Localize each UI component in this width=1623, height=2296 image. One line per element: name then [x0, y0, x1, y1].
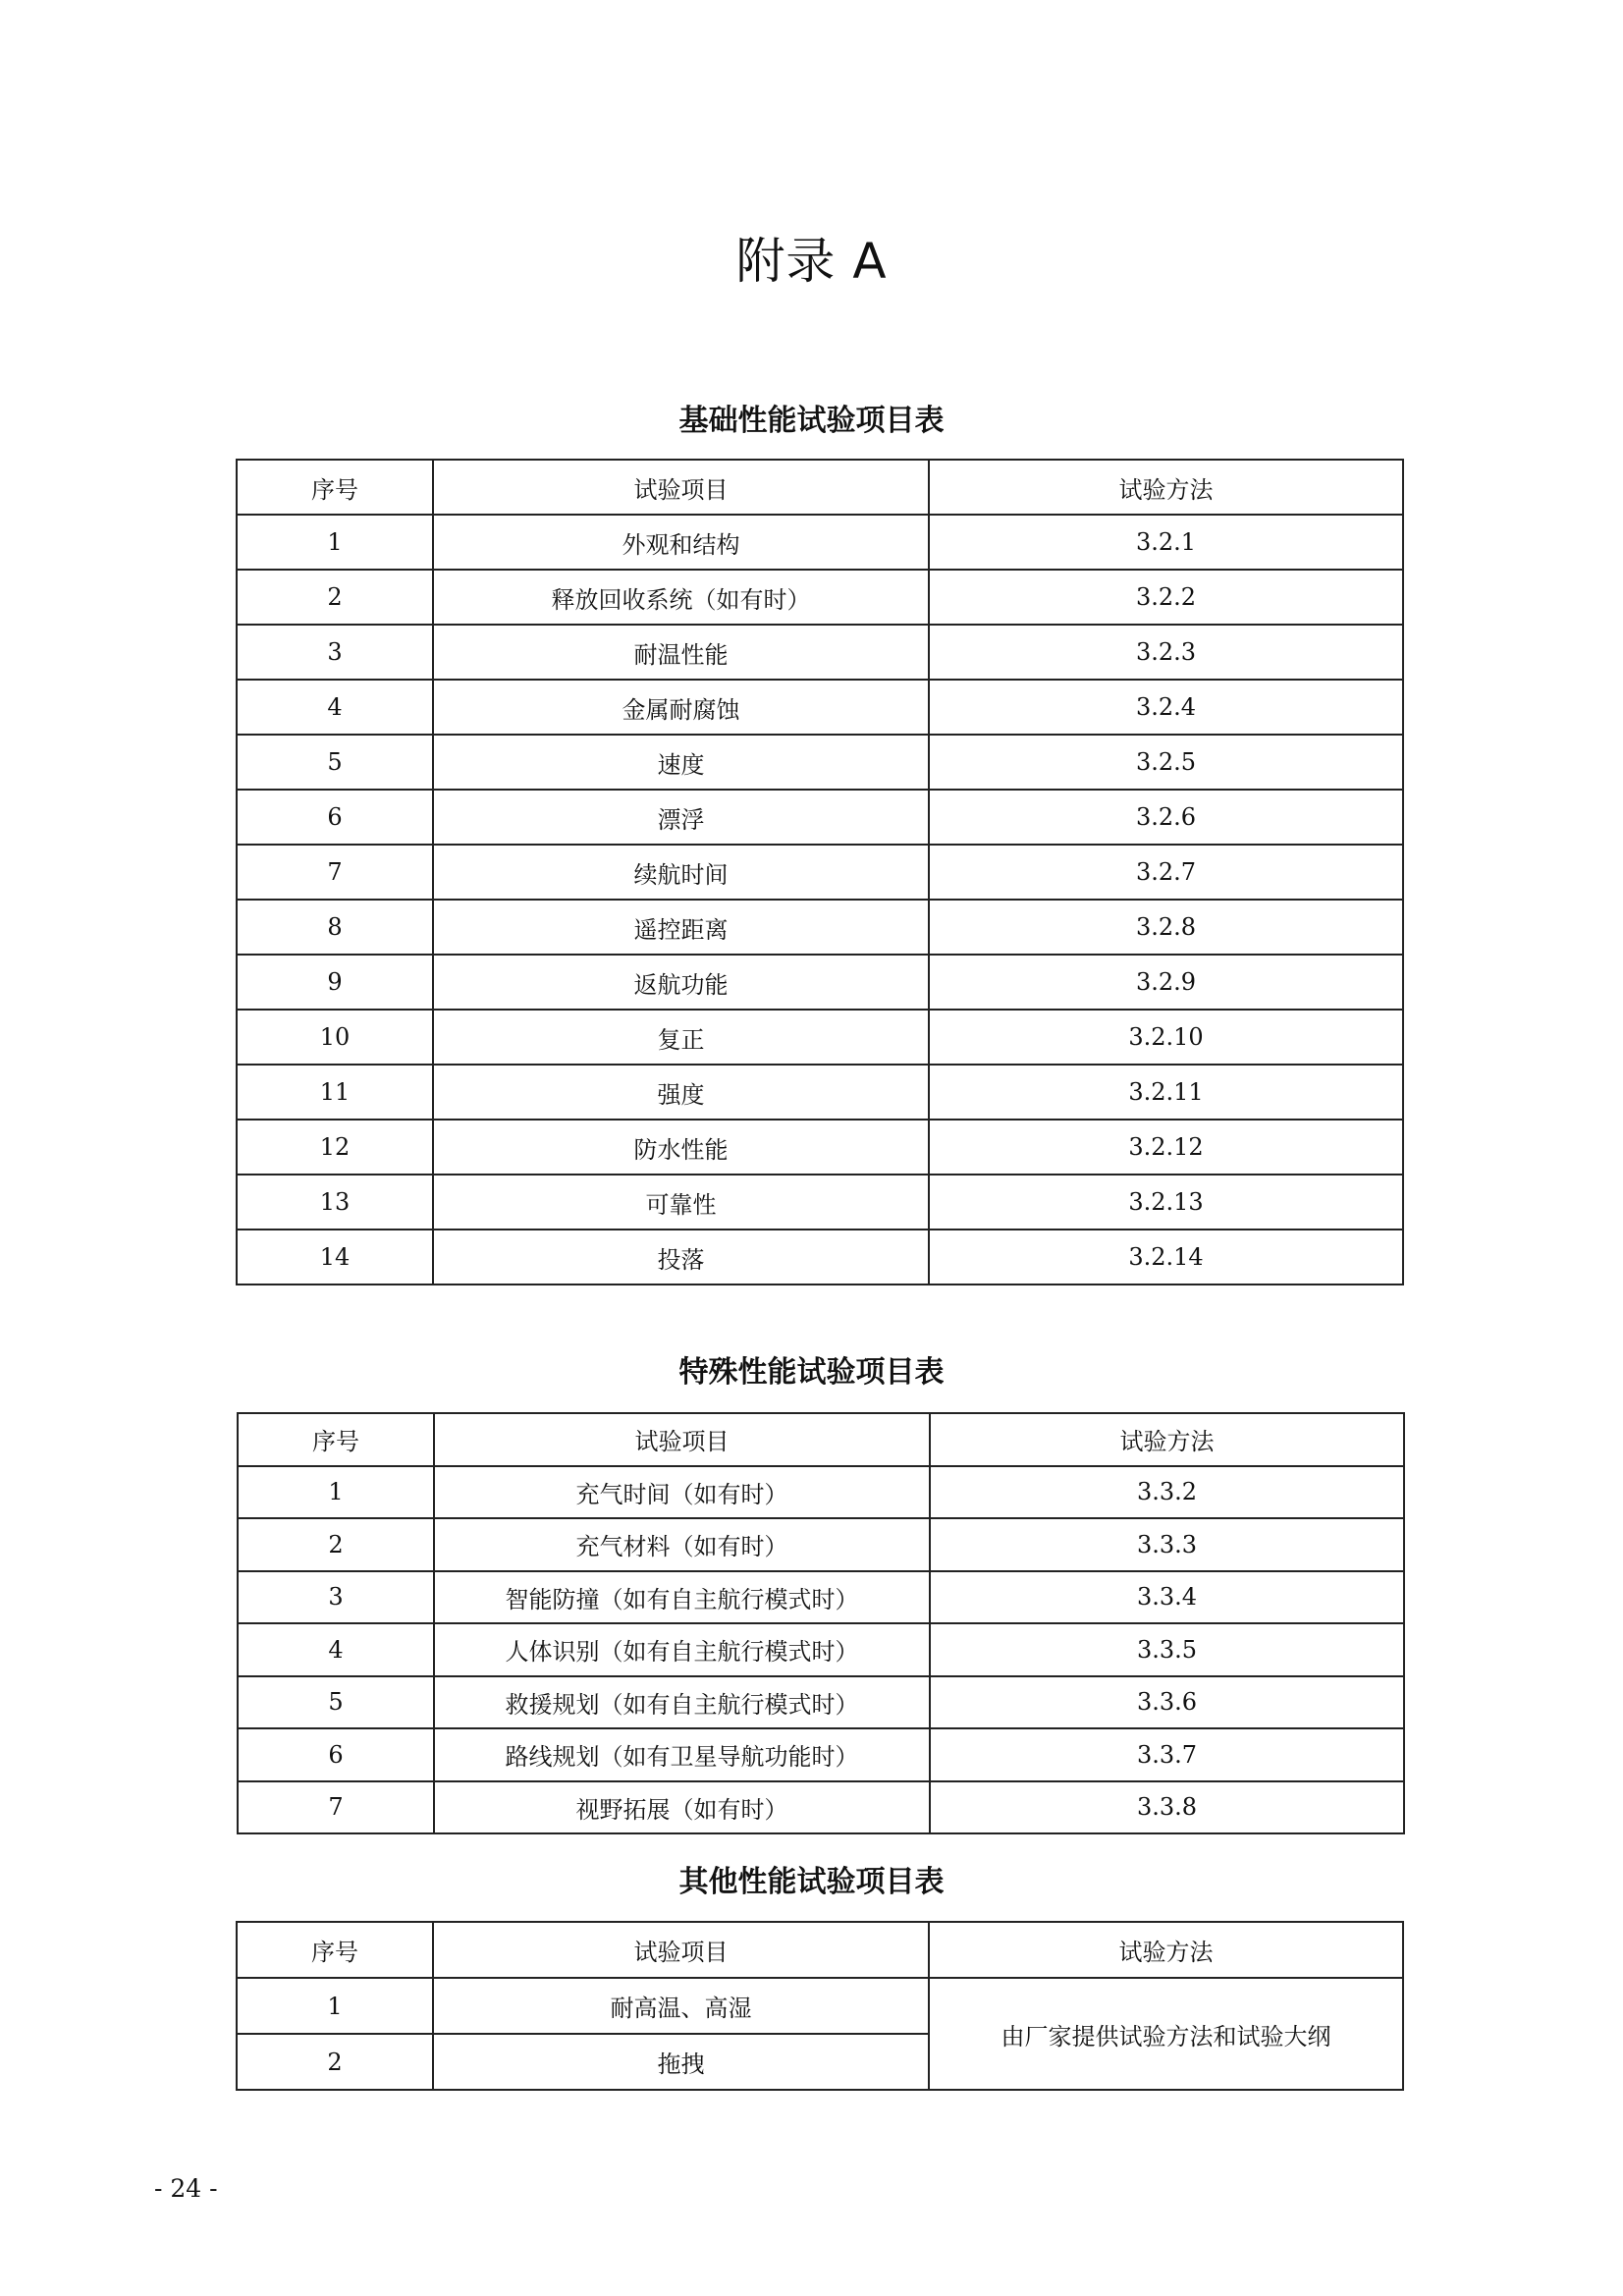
- cell-test-method: 3.3.5: [930, 1623, 1404, 1676]
- cell-test-item: 充气时间（如有时）: [434, 1466, 930, 1519]
- table-row: [238, 1781, 1404, 1834]
- cell-test-method: 3.2.2: [929, 570, 1403, 625]
- table-basic: [236, 459, 1404, 1285]
- table-row: [237, 735, 1403, 790]
- table-row: [238, 1466, 1404, 1519]
- table-other: [236, 1921, 1404, 2091]
- table-row: [237, 790, 1403, 845]
- cell-test-item: 路线规划（如有卫星导航功能时）: [434, 1728, 930, 1781]
- page-title: 附录 A: [735, 233, 888, 290]
- cell-index: 7: [238, 1781, 434, 1834]
- table-row: [237, 1065, 1403, 1120]
- cell-index: 5: [237, 735, 433, 790]
- table-row: [237, 900, 1403, 955]
- cell-index: 14: [237, 1230, 433, 1285]
- table-row: [238, 1518, 1404, 1571]
- table-row: [237, 955, 1403, 1010]
- page-number: - 24 -: [154, 2174, 218, 2203]
- cell-test-item: 可靠性: [433, 1175, 929, 1230]
- table-row: [237, 1230, 1403, 1285]
- cell-index: 3: [237, 625, 433, 680]
- table-row: [237, 625, 1403, 680]
- cell-test-item: 续航时间: [433, 845, 929, 900]
- cell-test-method: 3.3.7: [930, 1728, 1404, 1781]
- cell-test-item: 防水性能: [433, 1120, 929, 1175]
- table-row: [237, 845, 1403, 900]
- table-header-row: [237, 1922, 1403, 1978]
- header-test-item: 试验项目: [433, 460, 929, 515]
- cell-test-item: 拖拽: [433, 2034, 929, 2090]
- cell-test-method: 3.2.14: [929, 1230, 1403, 1285]
- cell-test-method: 3.3.3: [930, 1518, 1404, 1571]
- cell-test-item: 外观和结构: [433, 515, 929, 570]
- cell-merged-test-method: 由厂家提供试验方法和试验大纲: [929, 1978, 1403, 2090]
- cell-index: 1: [237, 515, 433, 570]
- header-test-item: 试验项目: [433, 1922, 929, 1978]
- cell-index: 9: [237, 955, 433, 1010]
- cell-test-item: 人体识别（如有自主航行模式时）: [434, 1623, 930, 1676]
- cell-index: 1: [237, 1978, 433, 2034]
- cell-test-item: 金属耐腐蚀: [433, 680, 929, 735]
- cell-index: 3: [238, 1571, 434, 1624]
- table-header-row: [237, 460, 1403, 515]
- cell-test-item: 速度: [433, 735, 929, 790]
- cell-test-method: 3.2.9: [929, 955, 1403, 1010]
- cell-test-method: 3.3.4: [930, 1571, 1404, 1624]
- cell-index: 11: [237, 1065, 433, 1120]
- table-row: [237, 1175, 1403, 1230]
- cell-test-item: 耐高温、高湿: [433, 1978, 929, 2034]
- table-special-title: 特殊性能试验项目表: [678, 1355, 945, 1390]
- cell-test-method: 3.2.10: [929, 1010, 1403, 1065]
- cell-test-item: 复正: [433, 1010, 929, 1065]
- cell-test-item: 强度: [433, 1065, 929, 1120]
- table-row: [238, 1728, 1404, 1781]
- table-special: [237, 1412, 1405, 1834]
- cell-index: 6: [238, 1728, 434, 1781]
- cell-test-method: 3.3.8: [930, 1781, 1404, 1834]
- cell-test-method: 3.2.6: [929, 790, 1403, 845]
- cell-test-method: 3.3.6: [930, 1676, 1404, 1729]
- cell-index: 7: [237, 845, 433, 900]
- header-test-method: 试验方法: [929, 1922, 1403, 1978]
- cell-test-method: 3.3.2: [930, 1466, 1404, 1519]
- cell-index: 2: [237, 570, 433, 625]
- cell-test-method: 3.2.7: [929, 845, 1403, 900]
- cell-index: 4: [237, 680, 433, 735]
- cell-index: 1: [238, 1466, 434, 1519]
- cell-test-method: 3.2.11: [929, 1065, 1403, 1120]
- header-index: 序号: [237, 1922, 433, 1978]
- cell-test-item: 漂浮: [433, 790, 929, 845]
- cell-index: 2: [237, 2034, 433, 2090]
- header-index: 序号: [237, 460, 433, 515]
- table-basic-title: 基础性能试验项目表: [678, 404, 945, 438]
- cell-test-item: 视野拓展（如有时）: [434, 1781, 930, 1834]
- cell-test-method: 3.2.1: [929, 515, 1403, 570]
- cell-test-method: 3.2.13: [929, 1175, 1403, 1230]
- cell-index: 5: [238, 1676, 434, 1729]
- table-header-row: [238, 1413, 1404, 1466]
- cell-test-method: 3.2.4: [929, 680, 1403, 735]
- cell-index: 13: [237, 1175, 433, 1230]
- cell-test-method: 3.2.8: [929, 900, 1403, 955]
- header-test-item: 试验项目: [434, 1413, 930, 1466]
- table-row: [237, 1978, 1403, 2034]
- table-row: [237, 680, 1403, 735]
- cell-test-item: 投落: [433, 1230, 929, 1285]
- cell-test-item: 救援规划（如有自主航行模式时）: [434, 1676, 930, 1729]
- cell-index: 2: [238, 1518, 434, 1571]
- cell-test-method: 3.2.3: [929, 625, 1403, 680]
- cell-test-item: 充气材料（如有时）: [434, 1518, 930, 1571]
- cell-test-item: 释放回收系统（如有时）: [433, 570, 929, 625]
- cell-test-item: 智能防撞（如有自主航行模式时）: [434, 1571, 930, 1624]
- cell-index: 10: [237, 1010, 433, 1065]
- cell-index: 4: [238, 1623, 434, 1676]
- cell-test-method: 3.2.5: [929, 735, 1403, 790]
- header-index: 序号: [238, 1413, 434, 1466]
- table-row: [237, 1120, 1403, 1175]
- cell-test-item: 耐温性能: [433, 625, 929, 680]
- cell-test-item: 遥控距离: [433, 900, 929, 955]
- cell-index: 8: [237, 900, 433, 955]
- header-test-method: 试验方法: [930, 1413, 1404, 1466]
- header-test-method: 试验方法: [929, 460, 1403, 515]
- table-row: [238, 1571, 1404, 1624]
- cell-test-method: 3.2.12: [929, 1120, 1403, 1175]
- cell-test-item: 返航功能: [433, 955, 929, 1010]
- cell-index: 6: [237, 790, 433, 845]
- table-row: [237, 515, 1403, 570]
- cell-index: 12: [237, 1120, 433, 1175]
- table-row: [237, 1010, 1403, 1065]
- table-row: [238, 1676, 1404, 1729]
- table-row: [238, 1623, 1404, 1676]
- table-row: [237, 570, 1403, 625]
- table-other-title: 其他性能试验项目表: [678, 1865, 945, 1899]
